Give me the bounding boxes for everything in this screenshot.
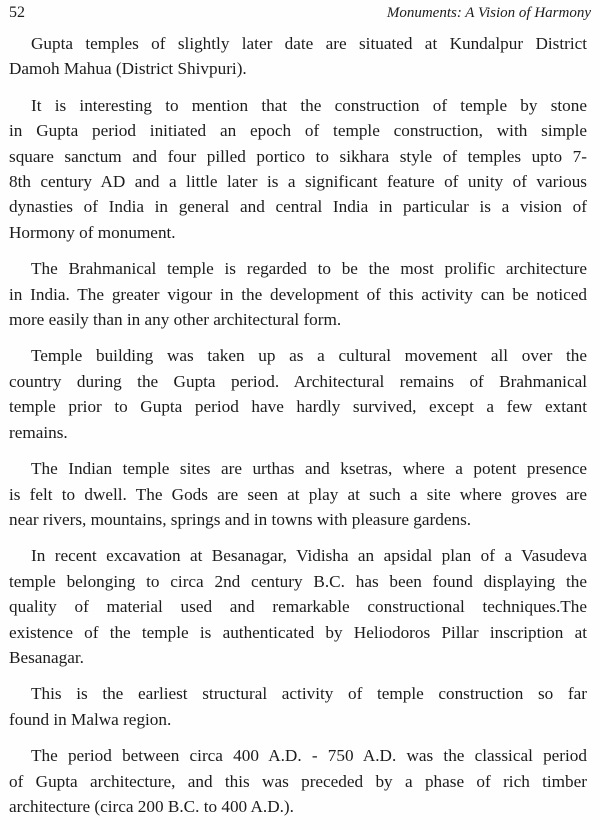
paragraph-line: The Indian temple sites are urthas and ksetras, where a potent presence	[31, 459, 587, 479]
paragraph-line: remains.	[9, 422, 68, 442]
paragraph-line: This is the earliest structural activity of temple construction so far	[31, 684, 587, 704]
paragraph-line: is felt to dwell. The Gods are seen at play at such a site where groves are	[9, 484, 587, 504]
paragraph-5	[9, 456, 587, 532]
running-title: Monuments: A Vision of Harmony	[386, 5, 591, 21]
paragraph-line: of Gupta architecture, and this was preceded by a phase of rich timber	[9, 771, 587, 791]
paragraph-line: quality of material used and remarkable constructional techniques.The	[9, 597, 587, 617]
paragraph-line: dynasties of India in general and central India in particular is a vision of	[9, 197, 587, 217]
paragraph-line: The period between circa 400 A.D. - 750 A.D. was the classical period	[31, 746, 587, 766]
paragraph-line: The Brahmanical temple is regarded to be the most prolific architecture	[31, 259, 587, 279]
body-text	[9, 31, 587, 830]
paragraph-line: in India. The greater vigour in the development of this activity can be noticed	[9, 284, 587, 304]
paragraph-line: Hormony of monument.	[9, 222, 176, 242]
paragraph-line: Damoh Mahua (District Shivpuri).	[9, 59, 247, 79]
page-number: 52	[9, 4, 25, 21]
paragraph-line: found in Malwa region.	[9, 709, 172, 729]
paragraph-line: Temple building was taken up as a cultural movement all over the	[31, 346, 587, 366]
paragraph-line: It is interesting to mention that the construction of temple by stone	[31, 95, 587, 115]
paragraph-line: 8th century AD and a little later is a significant feature of unity of various	[9, 172, 587, 192]
paragraph-8	[9, 743, 587, 819]
paragraph-line: Besanagar.	[9, 647, 84, 667]
paragraph-line: country during the Gupta period. Architectural remains of Brahmanical	[9, 371, 587, 391]
paragraph-line: more easily than in any other architectural form.	[9, 310, 342, 330]
paragraph-2	[9, 93, 587, 245]
paragraph-line: temple belonging to circa 2nd century B.C. has been found displaying the	[9, 571, 587, 591]
paragraph-4	[9, 343, 587, 445]
paragraph-3	[9, 256, 587, 332]
paragraph-line: in Gupta period initiated an epoch of temple construction, with simple	[9, 121, 587, 141]
paragraph-line: existence of the temple is authenticated by Heliodoros Pillar inscription at	[9, 622, 587, 642]
paragraph-6	[9, 543, 587, 670]
paragraph-1	[9, 31, 587, 82]
paragraph-line: square sanctum and four pilled portico to sikhara style of temples upto 7-	[9, 146, 587, 166]
paragraph-line: In recent excavation at Besanagar, Vidisha an apsidal plan of a Vasudeva	[31, 546, 587, 566]
paragraph-line: temple prior to Gupta period have hardly survived, except a few extant	[9, 397, 587, 417]
paragraph-line: Gupta temples of slightly later date are situated at Kundalpur District	[31, 34, 587, 53]
paragraph-line: near rivers, mountains, springs and in towns with pleasure gardens.	[9, 509, 472, 529]
paragraph-7	[9, 681, 587, 732]
paragraph-line: architecture (circa 200 B.C. to 400 A.D.).	[9, 796, 294, 816]
